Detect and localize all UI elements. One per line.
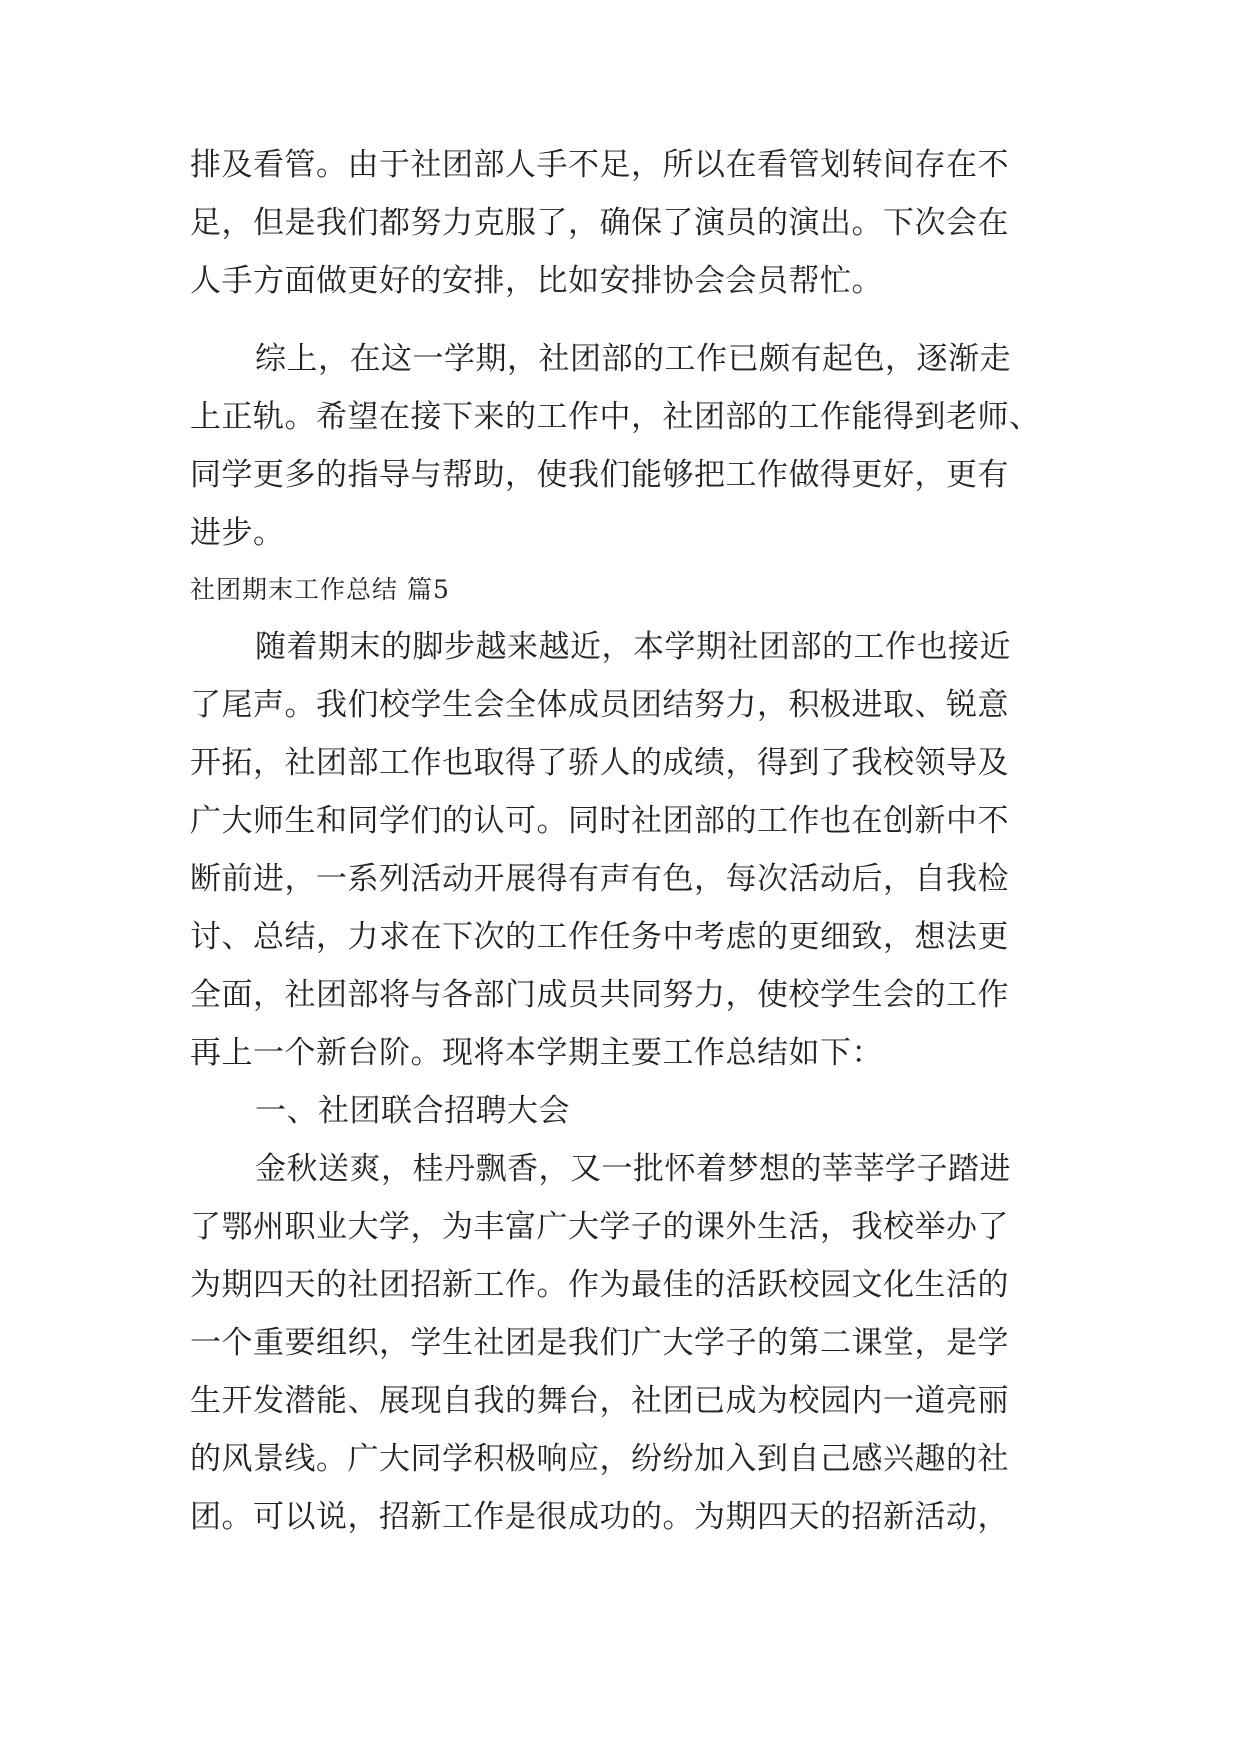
paragraph-line: 再上一个新台阶。现将本学期主要工作总结如下： xyxy=(190,1035,883,1071)
paragraph-line: 了鄂州职业大学，为丰富广大学子的课外生活，我校举办了 xyxy=(190,1209,1009,1245)
paragraph-line: 讨、总结，力求在下次的工作任务中考虑的更细致，想法更 xyxy=(190,919,1009,955)
paragraph-line: 上正轨。希望在接下来的工作中，社团部的工作能得到老师、 xyxy=(190,399,1041,435)
paragraph-line: 综上，在这一学期，社团部的工作已颇有起色，逐渐走 xyxy=(255,341,1011,377)
paragraph-line: 开拓，社团部工作也取得了骄人的成绩，得到了我校领导及 xyxy=(190,745,1009,781)
paragraph-line: 广大师生和同学们的认可。同时社团部的工作也在创新中不 xyxy=(190,803,1009,839)
paragraph-line: 的风景线。广大同学积极响应，纷纷加入到自己感兴趣的社 xyxy=(190,1441,1009,1477)
paragraph-line: 金秋送爽，桂丹飘香，又一批怀着梦想的莘莘学子踏进 xyxy=(255,1151,1011,1187)
subsection-heading: 一、社团联合招聘大会 xyxy=(255,1093,570,1129)
paragraph-line: 人手方面做更好的安排，比如安排协会会员帮忙。 xyxy=(190,263,883,299)
paragraph-line: 一个重要组织，学生社团是我们广大学子的第二课堂，是学 xyxy=(190,1325,1009,1361)
paragraph-line: 生开发潜能、展现自我的舞台，社团已成为校园内一道亮丽 xyxy=(190,1383,1009,1419)
paragraph-line: 全面，社团部将与各部门成员共同努力，使校学生会的工作 xyxy=(190,977,1009,1013)
paragraph-line: 进步。 xyxy=(190,515,285,551)
paragraph-line: 团。可以说，招新工作是很成功的。为期四天的招新活动， xyxy=(190,1499,1009,1535)
paragraph-line: 随着期末的脚步越来越近，本学期社团部的工作也接近 xyxy=(255,629,1011,665)
paragraph-line: 足，但是我们都努力克服了，确保了演员的演出。下次会在 xyxy=(190,205,1009,241)
paragraph-line: 断前进，一系列活动开展得有声有色，每次活动后，自我检 xyxy=(190,861,1009,897)
paragraph-line: 排及看管。由于社团部人手不足，所以在看管划转间存在不 xyxy=(190,147,1009,183)
paragraph-line: 了尾声。我们校学生会全体成员团结努力，积极进取、锐意 xyxy=(190,687,1009,723)
paragraph-line: 同学更多的指导与帮助，使我们能够把工作做得更好，更有 xyxy=(190,457,1009,493)
paragraph-line: 为期四天的社团招新工作。作为最佳的活跃校园文化生活的 xyxy=(190,1267,1009,1303)
section-heading: 社团期末工作总结 篇5 xyxy=(190,575,450,604)
